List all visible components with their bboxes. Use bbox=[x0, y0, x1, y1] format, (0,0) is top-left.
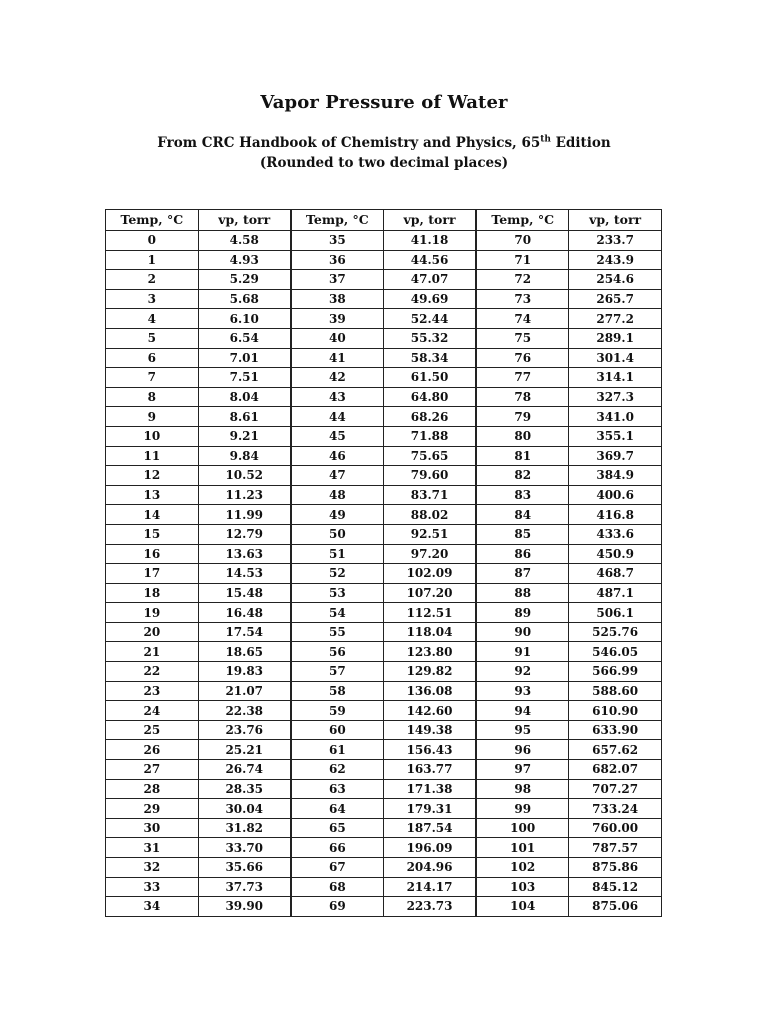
temp-cell: 70 bbox=[476, 231, 569, 251]
vp-cell: 52.44 bbox=[383, 309, 476, 329]
vp-cell: 355.1 bbox=[569, 426, 662, 446]
temp-cell: 72 bbox=[476, 270, 569, 290]
table-row bbox=[106, 328, 662, 348]
vp-cell: 17.54 bbox=[198, 622, 291, 642]
vp-cell: 55.32 bbox=[383, 328, 476, 348]
vp-cell: 566.99 bbox=[569, 662, 662, 682]
temp-cell: 68 bbox=[291, 877, 384, 897]
temp-cell: 92 bbox=[476, 662, 569, 682]
vp-cell: 30.04 bbox=[198, 799, 291, 819]
temp-cell: 39 bbox=[291, 309, 384, 329]
temp-cell: 20 bbox=[106, 622, 199, 642]
temp-cell: 96 bbox=[476, 740, 569, 760]
vp-cell: 8.04 bbox=[198, 387, 291, 407]
table-row bbox=[106, 466, 662, 486]
table-row bbox=[106, 740, 662, 760]
temp-cell: 9 bbox=[106, 407, 199, 427]
vp-cell: 64.80 bbox=[383, 387, 476, 407]
temp-cell: 52 bbox=[291, 564, 384, 584]
vp-cell: 49.69 bbox=[383, 289, 476, 309]
vp-cell: 10.52 bbox=[198, 466, 291, 486]
subtitle-edition-suffix: th bbox=[540, 134, 551, 145]
table-row bbox=[106, 642, 662, 662]
temp-cell: 74 bbox=[476, 309, 569, 329]
table-row bbox=[106, 838, 662, 858]
column-header-temp-3: Temp, °C bbox=[476, 210, 569, 231]
table-row bbox=[106, 368, 662, 388]
table-row bbox=[106, 446, 662, 466]
vp-cell: 21.07 bbox=[198, 681, 291, 701]
temp-cell: 93 bbox=[476, 681, 569, 701]
column-header-temp-2: Temp, °C bbox=[291, 210, 384, 231]
table-row bbox=[106, 583, 662, 603]
table-row bbox=[106, 231, 662, 251]
temp-cell: 82 bbox=[476, 466, 569, 486]
vp-cell: 88.02 bbox=[383, 505, 476, 525]
table-body bbox=[106, 231, 662, 917]
vp-cell: 787.57 bbox=[569, 838, 662, 858]
temp-cell: 61 bbox=[291, 740, 384, 760]
vp-cell: 468.7 bbox=[569, 564, 662, 584]
temp-cell: 21 bbox=[106, 642, 199, 662]
vp-cell: 243.9 bbox=[569, 250, 662, 270]
vp-cell: 171.38 bbox=[383, 779, 476, 799]
subtitle-edition-label: Edition bbox=[550, 135, 611, 151]
table-row bbox=[106, 662, 662, 682]
vp-cell: 102.09 bbox=[383, 564, 476, 584]
subtitle-source: From CRC Handbook of Chemistry and Physics, 65 bbox=[157, 135, 541, 151]
vp-cell: 97.20 bbox=[383, 544, 476, 564]
vp-cell: 58.34 bbox=[383, 348, 476, 368]
temp-cell: 88 bbox=[476, 583, 569, 603]
temp-cell: 78 bbox=[476, 387, 569, 407]
temp-cell: 87 bbox=[476, 564, 569, 584]
vp-cell: 18.65 bbox=[198, 642, 291, 662]
vp-cell: 26.74 bbox=[198, 760, 291, 780]
temp-cell: 31 bbox=[106, 838, 199, 858]
table-row bbox=[106, 426, 662, 446]
temp-cell: 89 bbox=[476, 603, 569, 623]
table-row bbox=[106, 818, 662, 838]
temp-cell: 49 bbox=[291, 505, 384, 525]
table-row bbox=[106, 603, 662, 623]
temp-cell: 67 bbox=[291, 858, 384, 878]
temp-cell: 29 bbox=[106, 799, 199, 819]
table-row bbox=[106, 348, 662, 368]
temp-cell: 91 bbox=[476, 642, 569, 662]
table-row bbox=[106, 799, 662, 819]
vp-cell: 384.9 bbox=[569, 466, 662, 486]
temp-cell: 77 bbox=[476, 368, 569, 388]
vp-cell: 5.68 bbox=[198, 289, 291, 309]
temp-cell: 25 bbox=[106, 720, 199, 740]
vp-cell: 875.06 bbox=[569, 897, 662, 917]
temp-cell: 97 bbox=[476, 760, 569, 780]
vp-cell: 15.48 bbox=[198, 583, 291, 603]
table-row bbox=[106, 858, 662, 878]
vp-cell: 633.90 bbox=[569, 720, 662, 740]
temp-cell: 59 bbox=[291, 701, 384, 721]
vp-cell: 31.82 bbox=[198, 818, 291, 838]
temp-cell: 27 bbox=[106, 760, 199, 780]
vp-cell: 35.66 bbox=[198, 858, 291, 878]
temp-cell: 5 bbox=[106, 328, 199, 348]
column-header-vp-3: vp, torr bbox=[569, 210, 662, 231]
vp-cell: 196.09 bbox=[383, 838, 476, 858]
temp-cell: 14 bbox=[106, 505, 199, 525]
temp-cell: 19 bbox=[106, 603, 199, 623]
vp-cell: 610.90 bbox=[569, 701, 662, 721]
column-header-vp-1: vp, torr bbox=[198, 210, 291, 231]
vp-cell: 657.62 bbox=[569, 740, 662, 760]
vp-cell: 12.79 bbox=[198, 524, 291, 544]
temp-cell: 73 bbox=[476, 289, 569, 309]
table-row bbox=[106, 407, 662, 427]
temp-cell: 83 bbox=[476, 485, 569, 505]
vp-cell: 223.73 bbox=[383, 897, 476, 917]
temp-cell: 60 bbox=[291, 720, 384, 740]
table-row bbox=[106, 485, 662, 505]
vp-cell: 39.90 bbox=[198, 897, 291, 917]
temp-cell: 56 bbox=[291, 642, 384, 662]
temp-cell: 103 bbox=[476, 877, 569, 897]
table-row bbox=[106, 622, 662, 642]
temp-cell: 80 bbox=[476, 426, 569, 446]
temp-cell: 30 bbox=[106, 818, 199, 838]
vp-cell: 11.23 bbox=[198, 485, 291, 505]
vp-cell: 75.65 bbox=[383, 446, 476, 466]
vp-cell: 14.53 bbox=[198, 564, 291, 584]
temp-cell: 76 bbox=[476, 348, 569, 368]
vp-cell: 68.26 bbox=[383, 407, 476, 427]
temp-cell: 17 bbox=[106, 564, 199, 584]
temp-cell: 12 bbox=[106, 466, 199, 486]
table-row bbox=[106, 681, 662, 701]
vp-cell: 33.70 bbox=[198, 838, 291, 858]
temp-cell: 26 bbox=[106, 740, 199, 760]
temp-cell: 51 bbox=[291, 544, 384, 564]
vp-cell: 92.51 bbox=[383, 524, 476, 544]
temp-cell: 95 bbox=[476, 720, 569, 740]
temp-cell: 54 bbox=[291, 603, 384, 623]
temp-cell: 50 bbox=[291, 524, 384, 544]
vp-cell: 4.58 bbox=[198, 231, 291, 251]
vp-cell: 506.1 bbox=[569, 603, 662, 623]
temp-cell: 64 bbox=[291, 799, 384, 819]
temp-cell: 94 bbox=[476, 701, 569, 721]
temp-cell: 37 bbox=[291, 270, 384, 290]
temp-cell: 102 bbox=[476, 858, 569, 878]
table-row bbox=[106, 701, 662, 721]
temp-cell: 40 bbox=[291, 328, 384, 348]
vp-cell: 11.99 bbox=[198, 505, 291, 525]
temp-cell: 104 bbox=[476, 897, 569, 917]
vp-cell: 118.04 bbox=[383, 622, 476, 642]
table-row bbox=[106, 564, 662, 584]
temp-cell: 98 bbox=[476, 779, 569, 799]
column-header-vp-2: vp, torr bbox=[383, 210, 476, 231]
vp-cell: 525.76 bbox=[569, 622, 662, 642]
table-row bbox=[106, 289, 662, 309]
temp-cell: 63 bbox=[291, 779, 384, 799]
temp-cell: 75 bbox=[476, 328, 569, 348]
temp-cell: 38 bbox=[291, 289, 384, 309]
vp-cell: 71.88 bbox=[383, 426, 476, 446]
vp-cell: 588.60 bbox=[569, 681, 662, 701]
vp-cell: 707.27 bbox=[569, 779, 662, 799]
table-row bbox=[106, 309, 662, 329]
table-row bbox=[106, 250, 662, 270]
vp-cell: 9.21 bbox=[198, 426, 291, 446]
vp-cell: 13.63 bbox=[198, 544, 291, 564]
page-title: Vapor Pressure of Water bbox=[260, 92, 508, 113]
temp-cell: 41 bbox=[291, 348, 384, 368]
vp-cell: 487.1 bbox=[569, 583, 662, 603]
vp-cell: 682.07 bbox=[569, 760, 662, 780]
vp-cell: 204.96 bbox=[383, 858, 476, 878]
vp-cell: 7.01 bbox=[198, 348, 291, 368]
temp-cell: 36 bbox=[291, 250, 384, 270]
temp-cell: 10 bbox=[106, 426, 199, 446]
temp-cell: 55 bbox=[291, 622, 384, 642]
temp-cell: 11 bbox=[106, 446, 199, 466]
vp-cell: 156.43 bbox=[383, 740, 476, 760]
vp-cell: 254.6 bbox=[569, 270, 662, 290]
temp-cell: 13 bbox=[106, 485, 199, 505]
temp-cell: 22 bbox=[106, 662, 199, 682]
vp-cell: 6.10 bbox=[198, 309, 291, 329]
table-row bbox=[106, 877, 662, 897]
table-header bbox=[106, 210, 662, 231]
vp-cell: 450.9 bbox=[569, 544, 662, 564]
vp-cell: 136.08 bbox=[383, 681, 476, 701]
temp-cell: 42 bbox=[291, 368, 384, 388]
temp-cell: 0 bbox=[106, 231, 199, 251]
vp-cell: 47.07 bbox=[383, 270, 476, 290]
vp-cell: 149.38 bbox=[383, 720, 476, 740]
vp-cell: 37.73 bbox=[198, 877, 291, 897]
temp-cell: 66 bbox=[291, 838, 384, 858]
vp-cell: 44.56 bbox=[383, 250, 476, 270]
vp-cell: 400.6 bbox=[569, 485, 662, 505]
vp-cell: 41.18 bbox=[383, 231, 476, 251]
temp-cell: 18 bbox=[106, 583, 199, 603]
vp-cell: 277.2 bbox=[569, 309, 662, 329]
temp-cell: 86 bbox=[476, 544, 569, 564]
temp-cell: 69 bbox=[291, 897, 384, 917]
temp-cell: 48 bbox=[291, 485, 384, 505]
temp-cell: 65 bbox=[291, 818, 384, 838]
table-row bbox=[106, 505, 662, 525]
temp-cell: 46 bbox=[291, 446, 384, 466]
temp-cell: 84 bbox=[476, 505, 569, 525]
vp-cell: 5.29 bbox=[198, 270, 291, 290]
table-header-row bbox=[106, 210, 662, 231]
table-row bbox=[106, 720, 662, 740]
vp-cell: 19.83 bbox=[198, 662, 291, 682]
temp-cell: 16 bbox=[106, 544, 199, 564]
vp-cell: 23.76 bbox=[198, 720, 291, 740]
temp-cell: 7 bbox=[106, 368, 199, 388]
vp-cell: 845.12 bbox=[569, 877, 662, 897]
temp-cell: 47 bbox=[291, 466, 384, 486]
temp-cell: 57 bbox=[291, 662, 384, 682]
temp-cell: 28 bbox=[106, 779, 199, 799]
vp-cell: 163.77 bbox=[383, 760, 476, 780]
vp-cell: 187.54 bbox=[383, 818, 476, 838]
vp-cell: 112.51 bbox=[383, 603, 476, 623]
vp-cell: 142.60 bbox=[383, 701, 476, 721]
vp-cell: 875.86 bbox=[569, 858, 662, 878]
vp-cell: 341.0 bbox=[569, 407, 662, 427]
temp-cell: 81 bbox=[476, 446, 569, 466]
column-header-temp-1: Temp, °C bbox=[106, 210, 199, 231]
vp-cell: 233.7 bbox=[569, 231, 662, 251]
temp-cell: 8 bbox=[106, 387, 199, 407]
temp-cell: 100 bbox=[476, 818, 569, 838]
vp-cell: 314.1 bbox=[569, 368, 662, 388]
vp-cell: 733.24 bbox=[569, 799, 662, 819]
vp-cell: 123.80 bbox=[383, 642, 476, 662]
vp-cell: 107.20 bbox=[383, 583, 476, 603]
vp-cell: 433.6 bbox=[569, 524, 662, 544]
temp-cell: 15 bbox=[106, 524, 199, 544]
temp-cell: 62 bbox=[291, 760, 384, 780]
vp-cell: 546.05 bbox=[569, 642, 662, 662]
vp-cell: 289.1 bbox=[569, 328, 662, 348]
table-row bbox=[106, 270, 662, 290]
temp-cell: 33 bbox=[106, 877, 199, 897]
vp-cell: 8.61 bbox=[198, 407, 291, 427]
vp-cell: 16.48 bbox=[198, 603, 291, 623]
vp-cell: 61.50 bbox=[383, 368, 476, 388]
temp-cell: 101 bbox=[476, 838, 569, 858]
table-row bbox=[106, 524, 662, 544]
temp-cell: 3 bbox=[106, 289, 199, 309]
vp-cell: 4.93 bbox=[198, 250, 291, 270]
temp-cell: 35 bbox=[291, 231, 384, 251]
table-row bbox=[106, 544, 662, 564]
table-row bbox=[106, 760, 662, 780]
temp-cell: 2 bbox=[106, 270, 199, 290]
temp-cell: 45 bbox=[291, 426, 384, 446]
subtitle bbox=[0, 133, 768, 173]
temp-cell: 6 bbox=[106, 348, 199, 368]
temp-cell: 85 bbox=[476, 524, 569, 544]
vp-cell: 214.17 bbox=[383, 877, 476, 897]
temp-cell: 32 bbox=[106, 858, 199, 878]
vp-cell: 83.71 bbox=[383, 485, 476, 505]
temp-cell: 71 bbox=[476, 250, 569, 270]
vp-cell: 301.4 bbox=[569, 348, 662, 368]
temp-cell: 34 bbox=[106, 897, 199, 917]
vapor-pressure-table bbox=[105, 209, 662, 917]
table-row bbox=[106, 387, 662, 407]
vp-cell: 327.3 bbox=[569, 387, 662, 407]
subtitle-note: (Rounded to two decimal places) bbox=[259, 155, 509, 171]
table-row bbox=[106, 779, 662, 799]
vp-cell: 265.7 bbox=[569, 289, 662, 309]
temp-cell: 43 bbox=[291, 387, 384, 407]
temp-cell: 24 bbox=[106, 701, 199, 721]
vp-cell: 7.51 bbox=[198, 368, 291, 388]
vp-cell: 6.54 bbox=[198, 328, 291, 348]
temp-cell: 58 bbox=[291, 681, 384, 701]
temp-cell: 44 bbox=[291, 407, 384, 427]
vp-cell: 369.7 bbox=[569, 446, 662, 466]
vp-cell: 79.60 bbox=[383, 466, 476, 486]
temp-cell: 53 bbox=[291, 583, 384, 603]
vp-cell: 9.84 bbox=[198, 446, 291, 466]
vp-cell: 25.21 bbox=[198, 740, 291, 760]
temp-cell: 90 bbox=[476, 622, 569, 642]
vp-cell: 22.38 bbox=[198, 701, 291, 721]
temp-cell: 4 bbox=[106, 309, 199, 329]
vp-cell: 129.82 bbox=[383, 662, 476, 682]
temp-cell: 1 bbox=[106, 250, 199, 270]
temp-cell: 23 bbox=[106, 681, 199, 701]
temp-cell: 79 bbox=[476, 407, 569, 427]
vp-cell: 179.31 bbox=[383, 799, 476, 819]
temp-cell: 99 bbox=[476, 799, 569, 819]
vp-cell: 760.00 bbox=[569, 818, 662, 838]
vp-cell: 28.35 bbox=[198, 779, 291, 799]
vp-cell: 416.8 bbox=[569, 505, 662, 525]
table-row bbox=[106, 897, 662, 917]
